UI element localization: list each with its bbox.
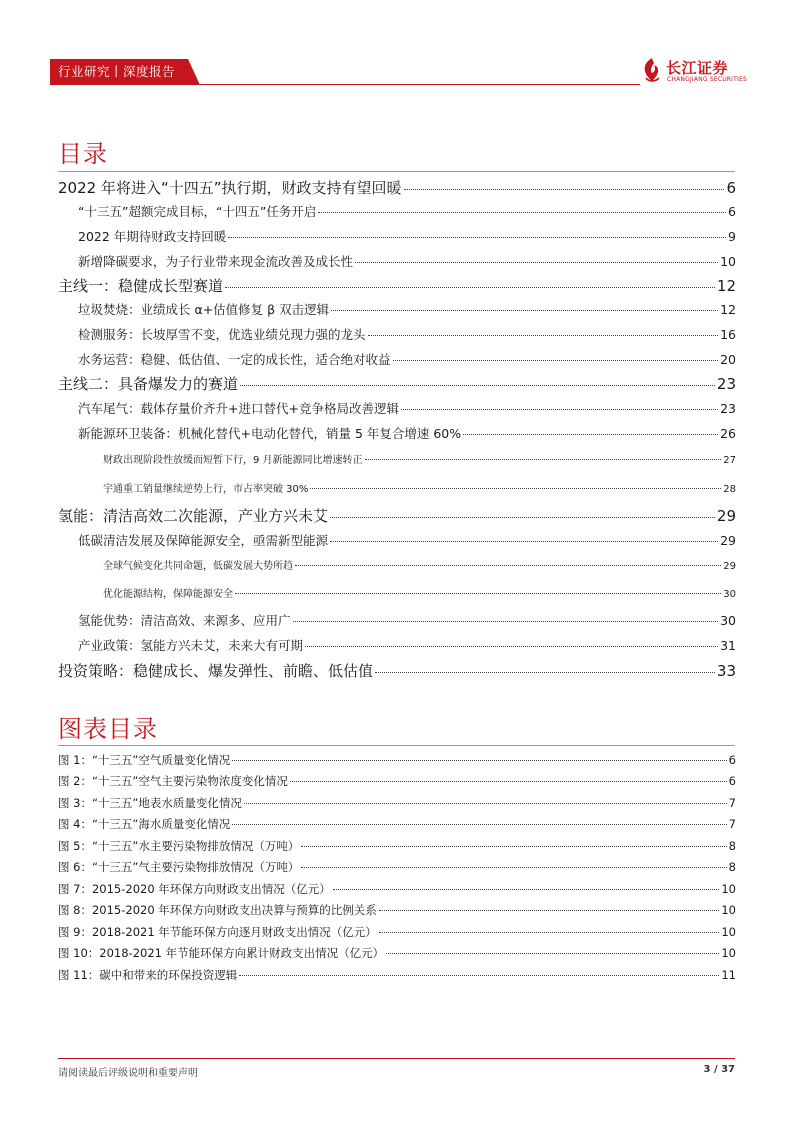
logo-flame-icon <box>640 56 664 84</box>
toc-entry-text: 汽车尾气：载体存量价齐升+进口替代+竞争格局改善逻辑 <box>78 401 399 416</box>
toc-title-rule <box>58 171 735 172</box>
toc-entry[interactable] <box>78 636 736 654</box>
dot-leader <box>355 262 718 263</box>
dot-leader <box>244 803 727 804</box>
toc-entry-text: 氢能：清洁高效二次能源，产业方兴未艾 <box>58 507 329 525</box>
toc-entry-page: 6 <box>726 179 736 197</box>
toc-entry-page: 23 <box>720 401 736 416</box>
toc-title: 目录 <box>58 140 108 168</box>
dot-leader <box>318 212 726 213</box>
dot-leader <box>228 237 726 238</box>
toc-entry-page: 29 <box>723 561 736 572</box>
toc-entry-text: 2022 年期待财政支持回暖 <box>78 229 227 244</box>
figure-list-rule <box>58 745 735 746</box>
toc-entry-text: 低碳清洁发展及保障能源安全，亟需新型能源 <box>78 533 329 548</box>
figure-entry-text: 图 7：2015-2020 年环保方向财政支出情况（亿元） <box>58 882 331 896</box>
logo-text-cn: 长江证券 <box>666 59 729 77</box>
toc-entry-text: 财政出现阶段性放缓而短暂下行，9 月新能源同比增速转正 <box>103 455 363 466</box>
dot-leader <box>225 287 715 288</box>
toc-entry-page: 30 <box>723 589 736 600</box>
dot-leader <box>379 910 720 911</box>
toc-entry[interactable] <box>78 399 736 417</box>
figure-entry-text: 图 10：2018-2021 年节能环保方向累计财政支出情况（亿元） <box>58 946 385 960</box>
figure-entry-text: 图 8：2015-2020 年环保方向财政支出决算与预算的比例关系 <box>58 903 377 917</box>
figure-entry-page: 10 <box>721 946 736 960</box>
toc-entry[interactable] <box>103 451 736 466</box>
figure-entry-page: 7 <box>728 796 736 810</box>
toc-entry-page: 6 <box>728 204 736 219</box>
dot-leader <box>290 781 727 782</box>
report-type-tag: 行业研究丨深度报告 <box>50 59 180 85</box>
company-logo <box>640 54 750 90</box>
toc-entry-page: 29 <box>720 533 736 548</box>
toc-entry-text: 新增降碳要求，为子行业带来现金流改善及成长性 <box>78 254 354 269</box>
dot-leader <box>404 189 725 190</box>
dot-leader <box>295 565 721 566</box>
toc-entry-page: 26 <box>720 426 736 441</box>
dot-leader <box>330 517 715 518</box>
figure-entry[interactable] <box>58 859 736 875</box>
toc-entry-page: 31 <box>720 638 736 653</box>
toc-entry-text: 垃圾焚烧：业绩成长 α+估值修复 β 双击逻辑 <box>78 302 330 317</box>
toc-entry-text: 产业政策：氢能方兴未艾，未来大有可期 <box>78 638 304 653</box>
figure-entry[interactable] <box>58 967 736 983</box>
dot-leader <box>379 932 720 933</box>
toc-entry[interactable] <box>58 660 736 681</box>
toc-entry-page: 10 <box>720 254 736 269</box>
dot-leader <box>301 846 726 847</box>
dot-leader <box>368 335 719 336</box>
toc-entry-text: 主线一：稳健成长型赛道 <box>58 277 224 295</box>
toc-entry-text: 氢能优势：清洁高效、来源多、应用广 <box>78 613 291 628</box>
toc-entry-text: 水务运营：稳健、低估值、一定的成长性，适合绝对收益 <box>78 352 391 367</box>
figure-entry-text: 图 11：碳中和带来的环保投资逻辑 <box>58 968 238 982</box>
toc-entry[interactable] <box>58 275 736 296</box>
dot-leader <box>386 953 719 954</box>
toc-entry[interactable] <box>78 350 736 368</box>
figure-entry-text: 图 2：“十三五”空气主要污染物浓度变化情况 <box>58 774 288 788</box>
footer-divider <box>58 1058 735 1059</box>
figure-entry-text: 图 3：“十三五”地表水质量变化情况 <box>58 796 242 810</box>
figure-entry-page: 6 <box>728 774 736 788</box>
toc-entry[interactable] <box>78 227 736 245</box>
figure-entry[interactable] <box>58 838 736 854</box>
dot-leader <box>331 310 718 311</box>
toc-entry[interactable] <box>78 300 736 318</box>
dot-leader <box>235 593 721 594</box>
toc-entry[interactable] <box>103 585 736 600</box>
toc-entry[interactable] <box>78 202 736 220</box>
toc-entry[interactable] <box>78 611 736 629</box>
toc-entry-page: 28 <box>723 484 736 495</box>
toc-entry[interactable] <box>103 480 736 495</box>
figure-entry-page: 10 <box>721 882 736 896</box>
toc-entry-text: 新能源环卫装备：机械化替代+电动化替代，销量 5 年复合增速 60% <box>78 426 462 441</box>
toc-entry[interactable] <box>78 252 736 270</box>
figure-entry-page: 10 <box>721 925 736 939</box>
dot-leader <box>305 646 718 647</box>
toc-entry-page: 9 <box>728 229 736 244</box>
figure-entry[interactable] <box>58 945 736 961</box>
figure-list-title: 图表目录 <box>58 715 158 743</box>
dot-leader <box>375 672 715 673</box>
toc-entry-text: 全球气候变化共同命题，低碳发展大势所趋 <box>103 561 293 572</box>
figure-entry[interactable] <box>58 902 736 918</box>
toc-entry-text: 投资策略：稳健成长、爆发弹性、前瞻、低估值 <box>58 662 374 680</box>
figure-entry-text: 图 1：“十三五”空气质量变化情况 <box>58 753 231 767</box>
figure-entry-page: 8 <box>728 860 736 874</box>
dot-leader <box>239 975 719 976</box>
dot-leader <box>232 760 726 761</box>
figure-entry-text: 图 4：“十三五”海水质量变化情况 <box>58 817 231 831</box>
toc-entry[interactable] <box>58 177 736 198</box>
figure-entry[interactable] <box>58 752 736 768</box>
logo-text-en: CHANGJIANG SECURITIES <box>667 76 747 83</box>
toc-entry[interactable] <box>58 505 736 526</box>
toc-entry-text: 优化能源结构，保障能源安全 <box>103 589 233 600</box>
figure-entry[interactable] <box>58 924 736 940</box>
dot-leader <box>301 867 726 868</box>
toc-entry-page: 30 <box>720 613 736 628</box>
toc-entry-page: 33 <box>716 662 736 680</box>
toc-entry[interactable] <box>78 325 736 343</box>
toc-entry[interactable] <box>103 557 736 572</box>
toc-entry-page: 23 <box>716 375 736 393</box>
toc-entry-text: 主线二：具备爆发力的赛道 <box>58 375 239 393</box>
toc-entry-page: 20 <box>720 352 736 367</box>
figure-entry[interactable] <box>58 773 736 789</box>
figure-entry-page: 8 <box>728 839 736 853</box>
figure-entry-page: 6 <box>728 753 736 767</box>
page-number: 3 / 37 <box>703 1064 735 1075</box>
tag-tip-shape <box>180 59 200 85</box>
toc-entry-text: 宇通重工销量继续逆势上行，市占率突破 30% <box>103 484 309 495</box>
dot-leader <box>293 621 719 622</box>
figure-entry-page: 10 <box>721 903 736 917</box>
figure-entry[interactable] <box>58 795 736 811</box>
toc-entry-text: 2022 年将进入“十四五”执行期，财政支持有望回暖 <box>58 179 402 197</box>
figure-entry[interactable] <box>58 881 736 897</box>
toc-entry-page: 12 <box>720 302 736 317</box>
toc-entry-page: 16 <box>720 327 736 342</box>
figure-entry[interactable] <box>58 816 736 832</box>
figure-entry-text: 图 6：“十三五”气主要污染物排放情况（万吨） <box>58 860 300 874</box>
figure-entry-page: 11 <box>721 968 736 982</box>
dot-leader <box>393 360 719 361</box>
toc-entry-page: 27 <box>723 455 736 466</box>
dot-leader <box>333 889 720 890</box>
dot-leader <box>330 541 718 542</box>
dot-leader <box>365 459 722 460</box>
dot-leader <box>240 385 715 386</box>
toc-entry-page: 29 <box>716 507 736 525</box>
dot-leader <box>463 434 718 435</box>
dot-leader <box>232 824 726 825</box>
toc-entry[interactable] <box>78 424 736 442</box>
page-header <box>0 0 793 100</box>
figure-entry-page: 7 <box>728 817 736 831</box>
figure-entry-text: 图 9：2018-2021 年节能环保方向逐月财政支出情况（亿元） <box>58 925 377 939</box>
toc-entry[interactable] <box>78 531 736 549</box>
header-divider <box>180 84 640 85</box>
toc-entry-text: 检测服务：长坡厚雪不变，优选业绩兑现力强的龙头 <box>78 327 366 342</box>
toc-entry[interactable] <box>58 373 736 394</box>
footer-disclaimer: 请阅读最后评级说明和重要声明 <box>58 1068 198 1079</box>
figure-entry-text: 图 5：“十三五”水主要污染物排放情况（万吨） <box>58 839 300 853</box>
dot-leader <box>310 488 721 489</box>
toc-entry-text: “十三五”超额完成目标，“十四五”任务开启 <box>78 204 317 219</box>
dot-leader <box>401 409 718 410</box>
toc-entry-page: 12 <box>716 277 736 295</box>
